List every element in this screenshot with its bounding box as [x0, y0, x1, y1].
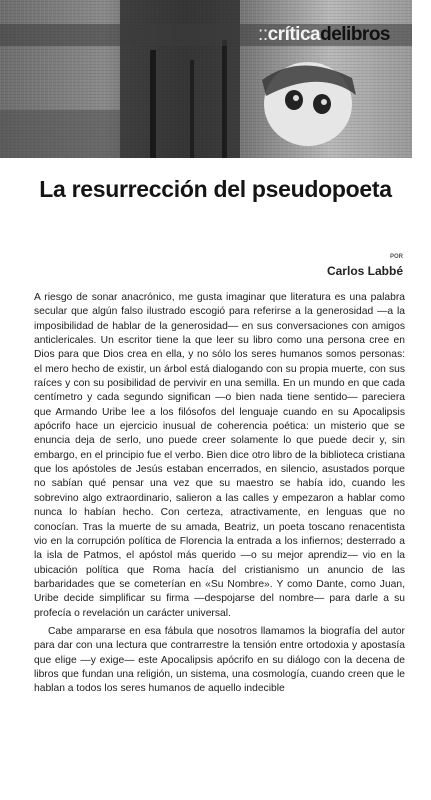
body-paragraph: A riesgo de sonar anacrónico, me gusta imaginar que literatura es una palabra secular que algún falso ilustrado escogió para referirse a la generosidad —a la imposibilidad de hablar de la generosidad— en sus conversaciones con amigos anticlericales. Un escritor tiene la que leer su libro como una persona cree en Dios para que Dios crea en ella, y no sólo los seres humanos somos personas: el mero hecho de existir, un árbol está dialogando con su propia muerte, con sus raíces y con su posibilidad de pervivir en una semilla. En un mundo en que cada centímetro y cada segundo significan —o bien nada tiene sentido— pareciera que Armando Uribe lee a los filósofos del lenguaje cuando en su Apocalipsis apócrifo hace un ejercicio inusual de coherencia poética: un misterio que se enuncia deja de serlo, uno puede creer solamente lo que puede decir y, sin embargo, en el principio fue el verbo. Bien dice otro libro de la biblioteca cristiana que los apóstoles de Jesús estaban encerrados, en silencio, asustados porque no sabían qué pensar una vez que su maestro se había ido, cuando les sobrevino algo extraordinario, salieron a las calles y empezaron a hablar como nunca lo habían hecho. Con certeza, atractivamente, en lenguas que no conocían. Tras la muerte de su amada, Beatriz, un poeta toscano renacentista vio en la corrupción política de Florencia la entrada a los infiernos; desterrado a la isla de Patmos, el apóstol más querido —o su mejor aprendiz— vio en la ubicación política que Roma hacía del cristianismo un anuncio de las barbaridades que se cometerían en «Su Nombre». Y como Dante, como Juan, Uribe decide simplificar su firma —despojarse del nombre— para darle a su profecía o revelación un carácter universal. [34, 292, 405, 619]
doll-eye-highlight [321, 99, 327, 105]
vertical-bar [150, 50, 156, 158]
section-prefix: :: [258, 24, 268, 45]
vertical-bar [190, 60, 194, 158]
article-author: Carlos Labbé [326, 264, 403, 278]
section-label [258, 24, 390, 46]
shadow-block [0, 110, 120, 158]
body-paragraph: Cabe ampararse en esa fábula que nosotros llamamos la biografía del autor para dar con una lectura que contrarrestre la tensión entre ortodoxia y apostasía que elige —y exige— este Apocalipsis apócrifo en su diálogo con la decena de libros que fundan una religión, un sistema, una cosmología, cuando creen que le hablan a todos los seres humanos de aquello indecible [34, 625, 405, 695]
vertical-bar [222, 40, 227, 158]
section-word-delibros: delibros [320, 24, 390, 45]
article-title: La resurrección del pseudopoeta [39, 176, 392, 202]
doll-eye-highlight [293, 95, 299, 101]
section-word-critica: crítica [267, 24, 321, 45]
article-body [34, 291, 405, 697]
byline-label: POR [389, 254, 403, 260]
header-photo-banner [0, 0, 412, 158]
